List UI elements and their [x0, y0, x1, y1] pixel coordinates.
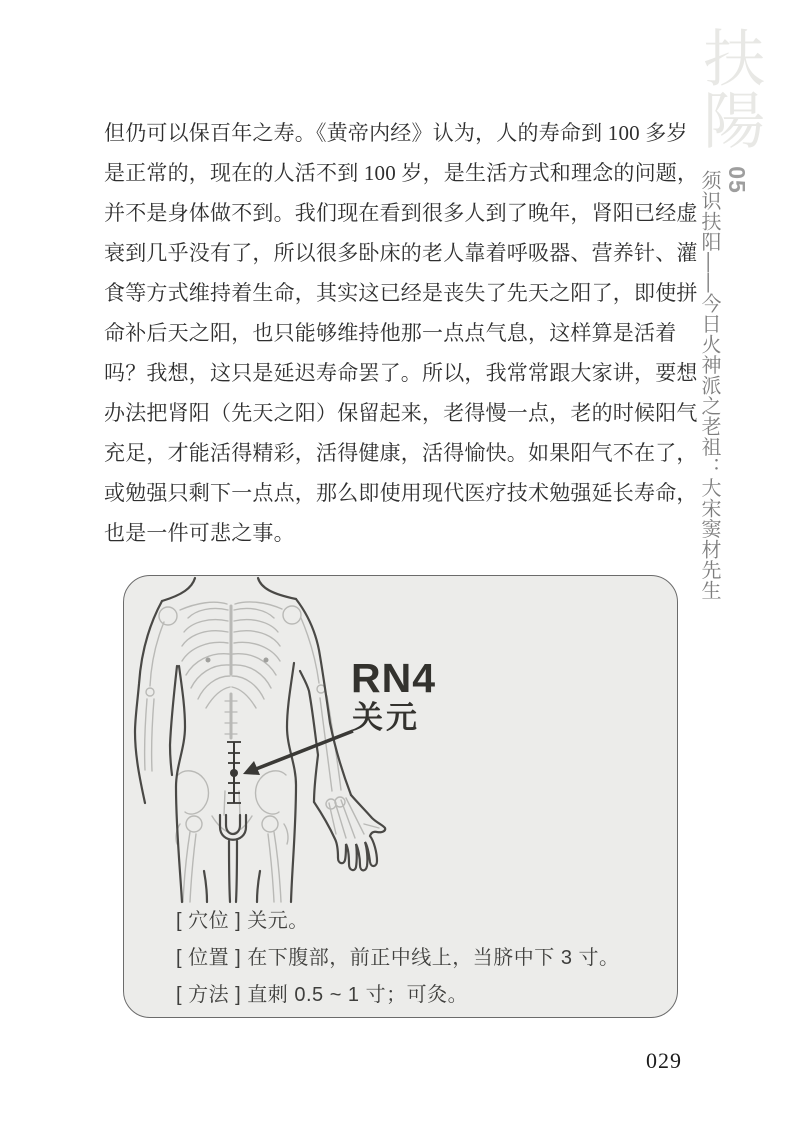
- body-text-line: 但仍可以保百年之寿。《黄帝内经》认为，人的寿命到 100 多岁: [104, 121, 688, 145]
- body-text-line: 衰到几乎没有了，所以很多卧床的老人靠着呼吸器、营养针、灌: [104, 241, 698, 265]
- nipple-dot: [206, 658, 211, 663]
- main-paragraph: [104, 113, 699, 553]
- body-text-line: 吗？我想，这只是延迟寿命罢了。所以，我常常跟大家讲，要想: [104, 361, 698, 385]
- body-text-line: 办法把肾阳（先天之阳）保留起来，老得慢一点，老的时候阳气: [104, 401, 698, 425]
- torso-outline: [135, 578, 385, 902]
- body-text-line: 并不是身体做不到。我们现在看到很多人到了晚年，肾阳已经虚: [104, 201, 698, 225]
- body-text-line: 是正常的，现在的人活不到 100 岁，是生活方式和理念的问题，: [104, 161, 699, 185]
- acupoint-code-label: RN4: [351, 655, 437, 701]
- nipple-dot: [264, 658, 269, 663]
- seal-logo: 扶陽: [693, 26, 762, 150]
- body-text-line: 也是一件可悲之事。: [104, 521, 295, 545]
- body-text-line: 食等方式维持着生命，其实这已经是丧失了先天之阳了，即使拼: [104, 281, 698, 305]
- chapter-number: 05: [724, 166, 751, 194]
- figure-captions: [176, 903, 656, 1014]
- caption-method: [ 方法 ] 直刺 0.5 ~ 1 寸；可灸。: [176, 984, 469, 1006]
- body-text-line: 充足，才能活得精彩，活得健康，活得愉快。如果阳气不在了，: [104, 441, 698, 465]
- page-number: 029: [646, 1048, 682, 1073]
- body-text-line: 或勉强只剩下一点点，那么即使用现代医疗技术勉强延长寿命，: [104, 481, 698, 505]
- acupoint-figure-box: [123, 575, 678, 1018]
- caption-acupoint: [ 穴位 ] 关元。: [176, 910, 309, 932]
- body-text-line: 命补后天之阳，也只能够维持他那一点点气息，这样算是活着: [104, 321, 677, 345]
- caption-location: [ 位置 ] 在下腹部，前正中线上，当脐中下 3 寸。: [176, 947, 620, 969]
- acupoint-name-label: 关元: [352, 700, 420, 735]
- acupoint-dot: [230, 769, 238, 777]
- chapter-title-vertical: 须识扶阳——今日火神派之老祖：大宋窦材先生: [698, 170, 720, 601]
